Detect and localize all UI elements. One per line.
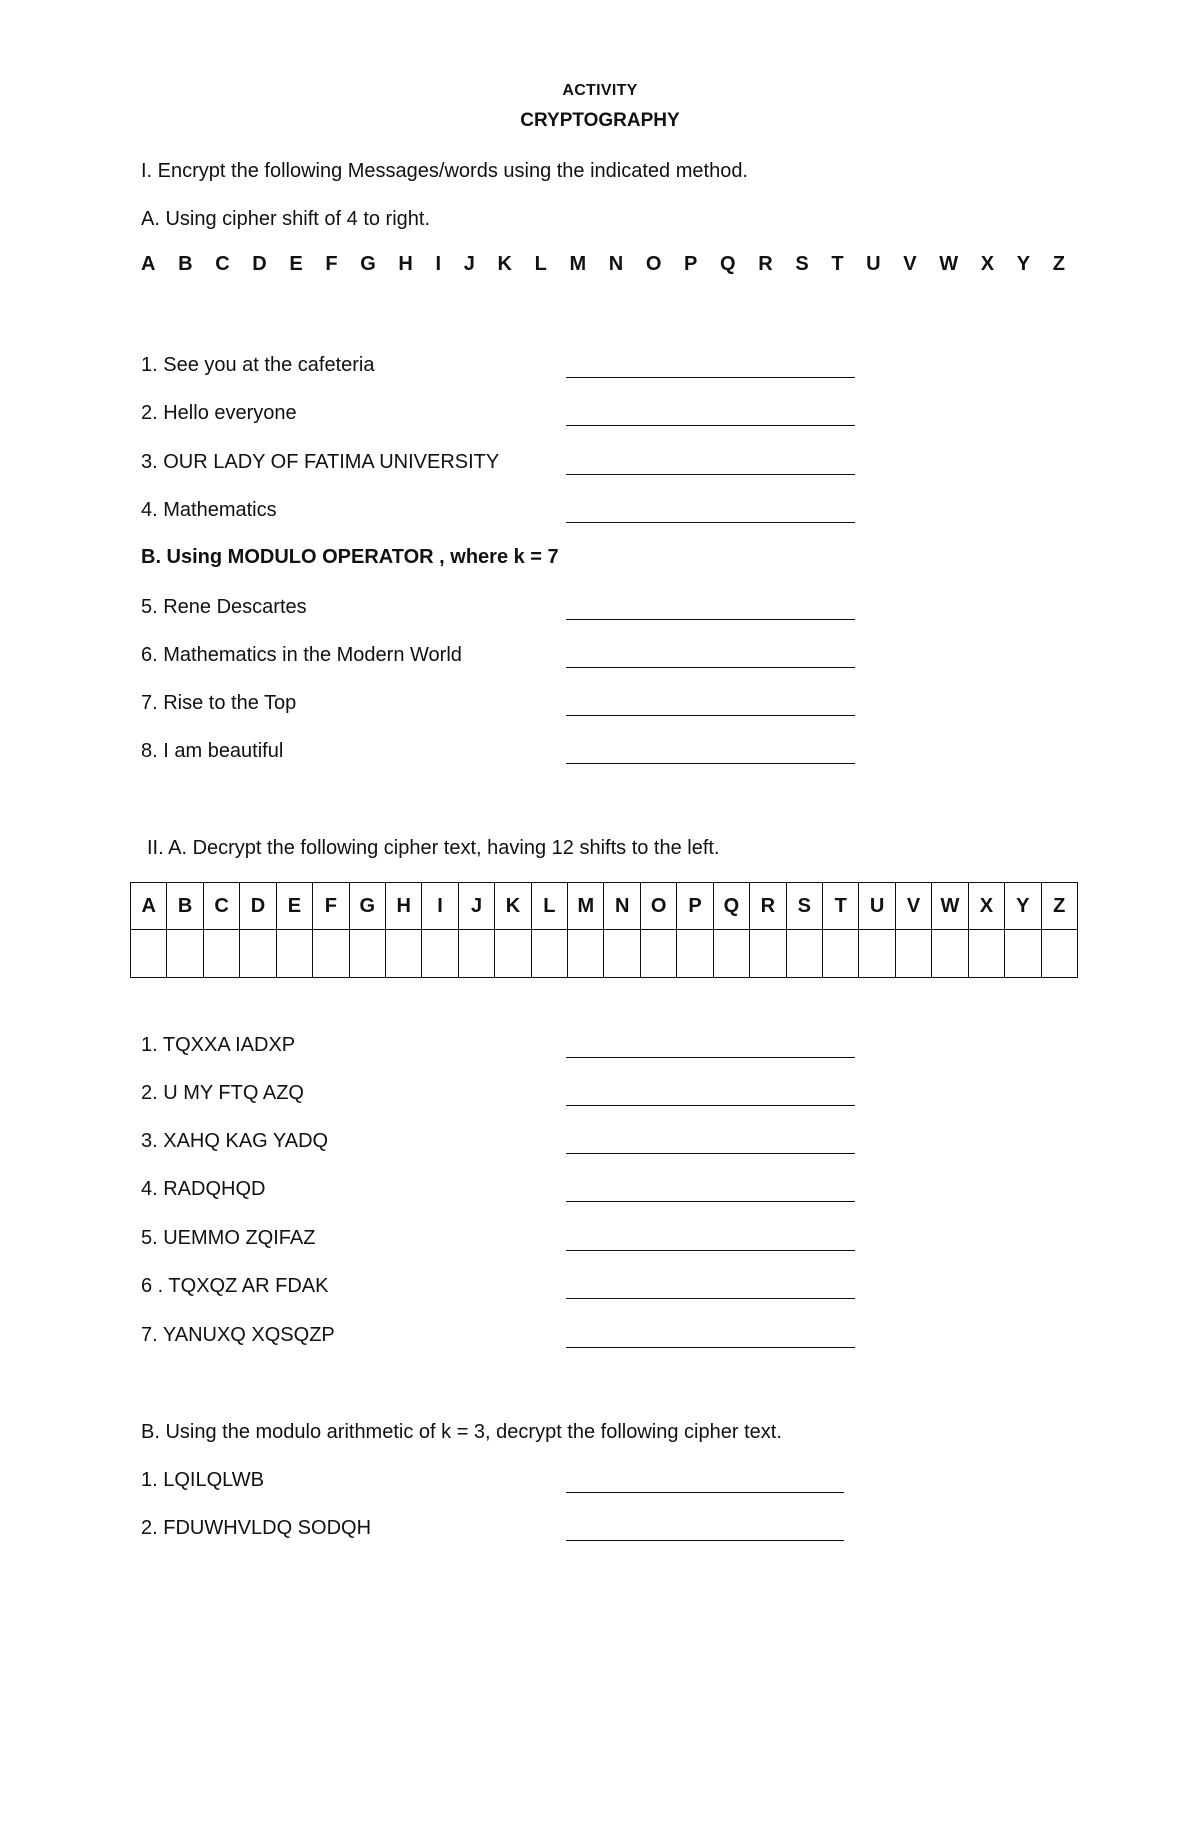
alphabet-letter: X [980,253,995,275]
alphabet-letter: Y [1016,253,1031,275]
part2-section-a-heading: II. A. Decrypt the following cipher text, having 12 shifts to the left. [147,837,720,859]
alphabet-letter: D [252,253,267,275]
alphabet-letter: R [758,253,773,275]
answer-blank[interactable] [566,474,855,475]
item-prompt: 6 . TQXQZ AR FDAK [141,1275,329,1297]
cipher-answer-cell[interactable] [349,930,385,978]
alphabet-letter: C [215,253,230,275]
answer-blank[interactable] [566,763,855,764]
answer-blank[interactable] [566,377,855,378]
item-prompt: 1. See you at the cafeteria [141,354,375,376]
cipher-letter-cell: Q [713,883,749,930]
encrypt-item [141,692,861,718]
alphabet-letter: U [866,253,881,275]
item-prompt: 1. TQXXA IADXP [141,1034,296,1056]
item-prompt: 3. XAHQ KAG YADQ [141,1130,329,1152]
alphabet-letter: V [903,253,917,275]
cipher-answer-cell[interactable] [823,930,859,978]
cipher-answer-cell[interactable] [640,930,676,978]
decrypt-item [141,1034,861,1060]
alphabet-letter: P [684,253,698,275]
alphabet-letter: K [497,253,512,275]
cipher-answer-cell[interactable] [495,930,531,978]
cipher-letter-cell: I [422,883,458,930]
cipher-letter-cell: O [640,883,676,930]
cipher-letter-cell: F [313,883,349,930]
cipher-answer-cell[interactable] [167,930,203,978]
answer-blank[interactable] [566,425,855,426]
encrypt-item [141,451,861,477]
cipher-letter-cell: L [531,883,567,930]
alphabet-letter: W [939,253,959,275]
page-title: CRYPTOGRAPHY [520,110,680,131]
encrypt-item [141,354,861,380]
answer-blank[interactable] [566,1298,855,1299]
cipher-answer-cell[interactable] [713,930,749,978]
alphabet-letter: A [141,253,156,275]
cipher-letter-cell: V [895,883,931,930]
alphabet-row [141,253,1065,276]
cipher-letter-cell: T [823,883,859,930]
answer-blank[interactable] [566,1250,855,1251]
cipher-letter-cell: R [750,883,786,930]
encrypt-item [141,402,861,428]
item-prompt: 6. Mathematics in the Modern World [141,644,462,666]
alphabet-letter: S [795,253,809,275]
answer-blank[interactable] [566,667,855,668]
alphabet-letter: N [608,253,624,275]
answer-blank[interactable] [566,1201,855,1202]
cipher-answer-cell[interactable] [895,930,931,978]
cipher-answer-cell[interactable] [276,930,312,978]
cipher-letter-cell: Y [1005,883,1041,930]
part1-instruction: I. Encrypt the following Messages/words using the indicated method. [141,160,748,182]
alphabet-letter: B [178,253,193,275]
item-prompt: 4. RADQHQD [141,1178,266,1200]
alphabet-letter: L [534,253,547,275]
alphabet-letter: G [360,253,376,275]
cipher-letter-cell: M [568,883,604,930]
decrypt-item [141,1130,861,1156]
cipher-answer-cell[interactable] [786,930,822,978]
cipher-letter-cell: P [677,883,713,930]
part1-section-b-heading: B. Using MODULO OPERATOR , where k = 7 [141,546,559,568]
answer-blank[interactable] [566,1347,855,1348]
item-prompt: 5. Rene Descartes [141,596,307,618]
cipher-letter-cell: J [458,883,494,930]
cipher-letter-cell: G [349,883,385,930]
answer-blank[interactable] [566,619,855,620]
decrypt-item [141,1469,861,1495]
cipher-letter-cell: H [385,883,421,930]
cipher-letter-cell: X [968,883,1004,930]
cipher-letter-cell: B [167,883,203,930]
item-prompt: 2. FDUWHVLDQ SODQH [141,1517,372,1539]
decrypt-item [141,1178,861,1204]
alphabet-letter: T [831,253,844,275]
cipher-answer-cell[interactable] [531,930,567,978]
cipher-letter-cell: K [495,883,531,930]
cipher-letter-cell: W [932,883,968,930]
cipher-answer-cell[interactable] [677,930,713,978]
cipher-answer-cell[interactable] [859,930,895,978]
cipher-answer-cell[interactable] [131,930,167,978]
answer-blank[interactable] [566,522,855,523]
item-prompt: 7. YANUXQ XQSQZP [141,1324,335,1346]
answer-blank[interactable] [566,1105,855,1106]
item-prompt: 2. Hello everyone [141,402,297,424]
answer-blank[interactable] [566,1153,855,1154]
alphabet-letter: F [325,253,338,275]
cipher-table-answer-row [131,930,1078,978]
part1-section-a-heading: A. Using cipher shift of 4 to right. [141,208,431,230]
answer-blank[interactable] [566,1540,844,1541]
answer-blank[interactable] [566,1057,855,1058]
answer-blank[interactable] [566,1492,844,1493]
cipher-answer-cell[interactable] [240,930,276,978]
cipher-answer-cell[interactable] [1005,930,1041,978]
alphabet-letter: E [289,253,303,275]
cipher-letter-cell: S [786,883,822,930]
cipher-answer-cell[interactable] [203,930,239,978]
encrypt-item [141,596,861,622]
cipher-answer-cell[interactable] [458,930,494,978]
item-prompt: 8. I am beautiful [141,740,284,762]
encrypt-item [141,499,861,525]
alphabet-letter: J [463,253,475,275]
answer-blank[interactable] [566,715,855,716]
alphabet-letter: M [569,253,587,275]
cipher-table [130,882,1078,978]
item-prompt: 1. LQILQLWB [141,1469,265,1491]
encrypt-item [141,740,861,766]
alphabet-letter: Z [1052,253,1065,275]
cipher-answer-cell[interactable] [604,930,640,978]
alphabet-letter: Q [720,253,736,275]
activity-label: ACTIVITY [562,82,638,99]
cipher-answer-cell[interactable] [750,930,786,978]
item-prompt: 3. OUR LADY OF FATIMA UNIVERSITY [141,451,500,473]
cipher-answer-cell[interactable] [1041,930,1077,978]
item-prompt: 7. Rise to the Top [141,692,297,714]
cipher-letter-cell: A [131,883,167,930]
cipher-answer-cell[interactable] [568,930,604,978]
cipher-answer-cell[interactable] [313,930,349,978]
decrypt-item [141,1324,861,1350]
decrypt-item [141,1227,861,1253]
decrypt-item [141,1082,861,1108]
alphabet-letter: O [645,253,662,275]
cipher-table-letter-row [131,883,1078,930]
cipher-letter-cell: U [859,883,895,930]
item-prompt: 2. U MY FTQ AZQ [141,1082,304,1104]
cipher-answer-cell[interactable] [968,930,1004,978]
cipher-answer-cell[interactable] [932,930,968,978]
cipher-letter-cell: Z [1041,883,1077,930]
cipher-letter-cell: N [604,883,640,930]
alphabet-letter: H [398,253,413,275]
cipher-letter-cell: E [276,883,312,930]
cipher-letter-cell: C [203,883,239,930]
decrypt-item [141,1517,861,1543]
item-prompt: 4. Mathematics [141,499,277,521]
cipher-answer-cell[interactable] [385,930,421,978]
item-prompt: 5. UEMMO ZQIFAZ [141,1227,316,1249]
cipher-answer-cell[interactable] [422,930,458,978]
decrypt-item [141,1275,861,1301]
encrypt-item [141,644,861,670]
alphabet-letter: I [435,253,442,275]
part2-section-b-heading: B. Using the modulo arithmetic of k = 3, decrypt the following cipher text. [141,1421,782,1443]
cipher-letter-cell: D [240,883,276,930]
